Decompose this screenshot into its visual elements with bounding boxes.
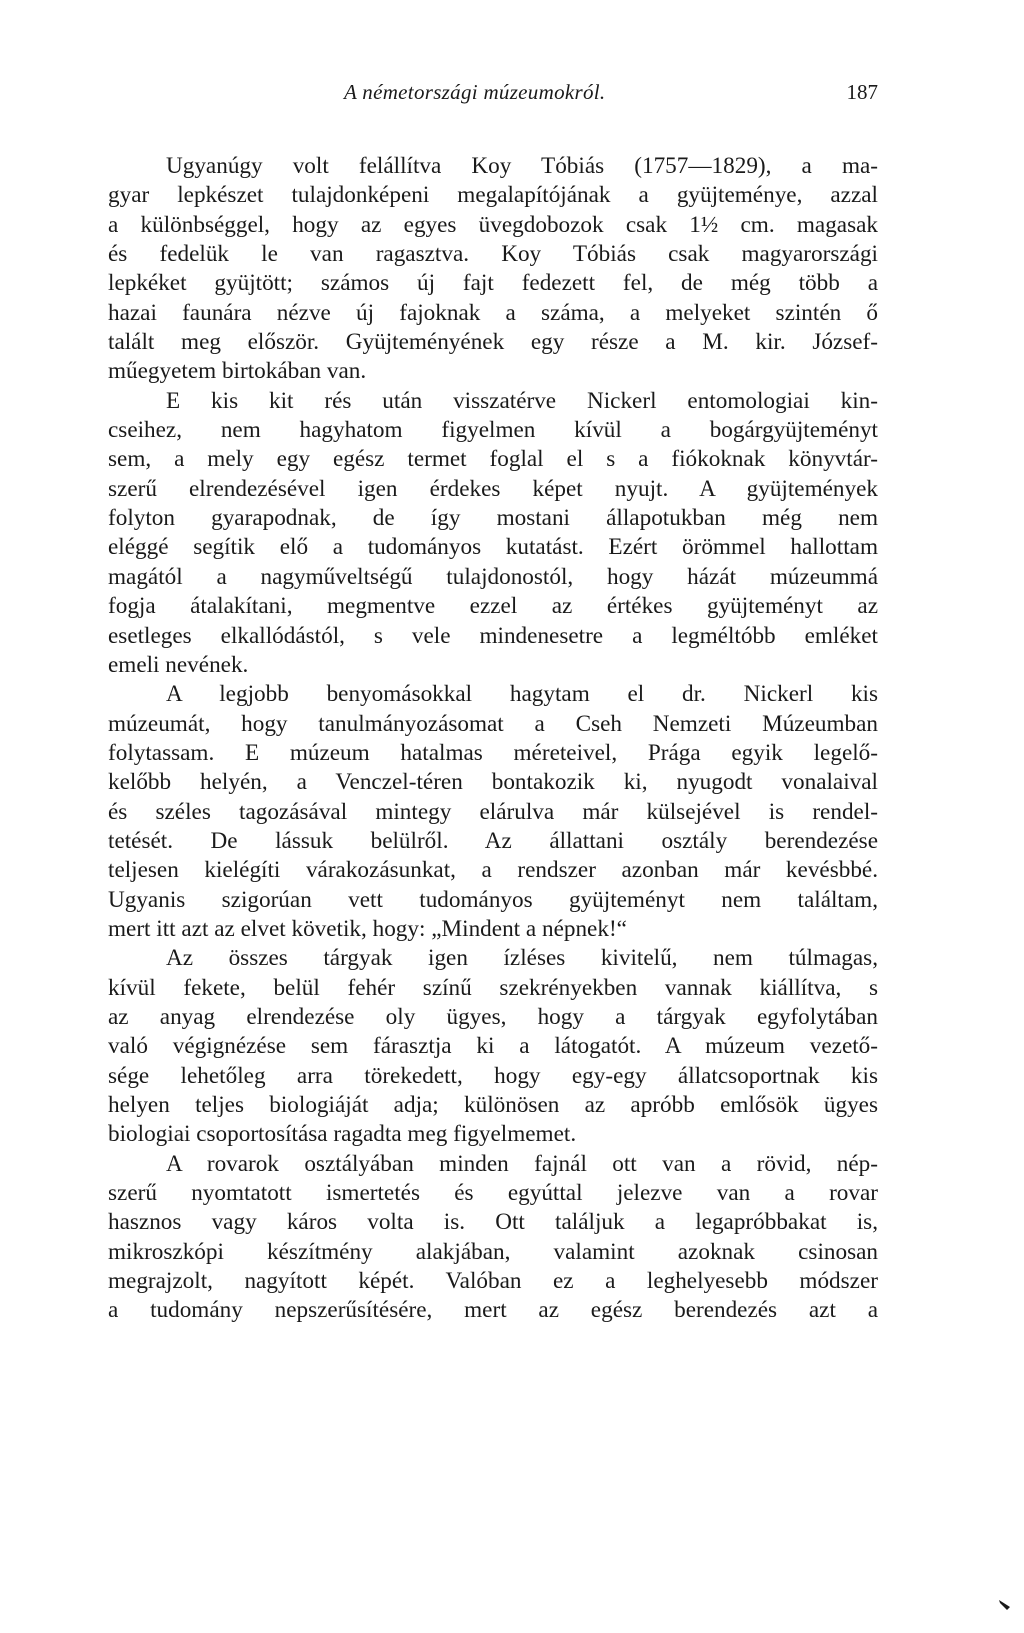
text-line: sem, a mely egy egész termet foglal el s a fiókoknak könyvtár- [108,446,878,473]
text-line: esetleges elkallódástól, s vele mindenesetre a legméltóbb emléket [108,622,878,649]
text-line: a különbséggel, hogy az egyes üvegdobozok csak 1½ cm. magasak [108,211,878,238]
text-line: sége lehetőleg arra törekedett, hogy egy-egy állatcsoportnak kis [108,1062,878,1089]
paragraph-5 [108,1150,878,1326]
text-line: cseihez, nem hagyhatom figyelmen kívül a bogárgyüjteményt [108,417,878,444]
text-line: műegyetem birtokában van. [108,358,367,385]
text-line: gyar lepkészet tulajdonképeni megalapítójának a gyüjteménye, azzal [108,182,878,209]
paragraph-4 [108,944,878,1149]
text-line: Az összes tárgyak igen ízléses kivitelű, nem túlmagas, [166,945,878,972]
text-line: kívül fekete, belül fehér színű szekrényekben vannak kiállítva, s [108,974,878,1001]
text-line: emeli nevének. [108,651,249,678]
text-line: A legjobb benyomásokkal hagytam el dr. Nickerl kis [166,681,878,708]
text-line: szerű elrendezésével igen érdekes képet nyujt. A gyüjtemények [108,475,878,502]
text-line: folytassam. E múzeum hatalmas méreteivel, Prága egyik legelő- [108,739,878,766]
body-text [108,152,878,1326]
book-page [108,80,878,1580]
text-line: szerű nyomtatott ismertetés és egyúttal jelezve van a rovar [108,1180,878,1207]
text-line: hazai faunára nézve új fajoknak a száma, a melyeket szintén ő [108,299,878,326]
text-line: a tudomány nepszerűsítésére, mert az egész berendezés azt a [108,1297,878,1324]
scan-corner-mark-icon [998,1598,1012,1612]
text-line: lepkéket gyüjtött; számos új fajt fedezett fel, de még több a [108,270,878,297]
text-line: az anyag elrendezése oly ügyes, hogy a tárgyak egyfolytában [108,1003,878,1030]
text-line: múzeumát, hogy tanulmányozásomat a Cseh Nemzeti Múzeumban [108,710,878,737]
text-line: biologiai csoportosítása ragadta meg figyelmemet. [108,1121,577,1148]
text-line: Ugyanis szigorúan vett tudományos gyüjteményt nem találtam, [108,886,878,913]
text-line: mert itt azt az elvet követik, hogy: „Mindent a népnek!“ [108,915,627,942]
paragraph-1 [108,152,878,387]
text-line: és fedelük le van ragasztva. Koy Tóbiás csak magyarországi [108,241,878,268]
text-line: teljesen kielégíti várakozásunkat, a rendszer azonban már kevésbbé. [108,857,878,884]
text-line: fogja átalakítani, megmentve ezzel az értékes gyüjteményt az [108,593,878,620]
text-line: magától a nagyműveltségű tulajdonostól, hogy házát múzeummá [108,563,878,590]
text-line: talált meg először. Gyüjteményének egy része a M. kir. József- [108,329,878,356]
running-header [108,80,878,112]
text-line: tetését. De lássuk belülről. Az állattani osztály berendezése [108,827,878,854]
running-title: A németországi múzeumokról. [344,80,606,104]
text-line: helyen teljes biologiáját adja; különösen az apróbb emlősök ügyes [108,1092,878,1118]
text-line: folyton gyarapodnak, de így mostani állapotukban még nem [108,505,878,532]
text-line: és széles tagozásával mintegy elárulva már külsejével is rendel- [108,798,878,825]
corner-mark-shape [999,1600,1010,1610]
text-line: való végignézése sem fárasztja ki a látogatót. A múzeum vezető- [108,1033,878,1060]
text-line: Ugyanúgy volt felállítva Koy Tóbiás (1757—1829), a ma- [166,153,878,179]
text-line: A rovarok osztályában minden fajnál ott van a rövid, nép- [166,1150,878,1177]
paragraph-2 [108,387,878,680]
text-line: hasznos vagy káros volta is. Ott találjuk a legapróbbakat is, [108,1209,878,1236]
paragraph-3 [108,680,878,944]
page-number: 187 [846,80,878,104]
text-line: eléggé segítik elő a tudományos kutatást. Ezért örömmel hallottam [108,534,878,561]
text-line: kelőbb helyén, a Venczel-téren bontakozik ki, nyugodt vonalaival [108,769,878,796]
text-line: megrajzolt, nagyított képét. Valóban ez a leghelyesebb módszer [108,1268,878,1295]
text-line: E kis kit rés után visszatérve Nickerl entomologiai kin- [166,387,878,414]
text-line: mikroszkópi készítmény alakjában, valamint azoknak csinosan [108,1238,878,1265]
